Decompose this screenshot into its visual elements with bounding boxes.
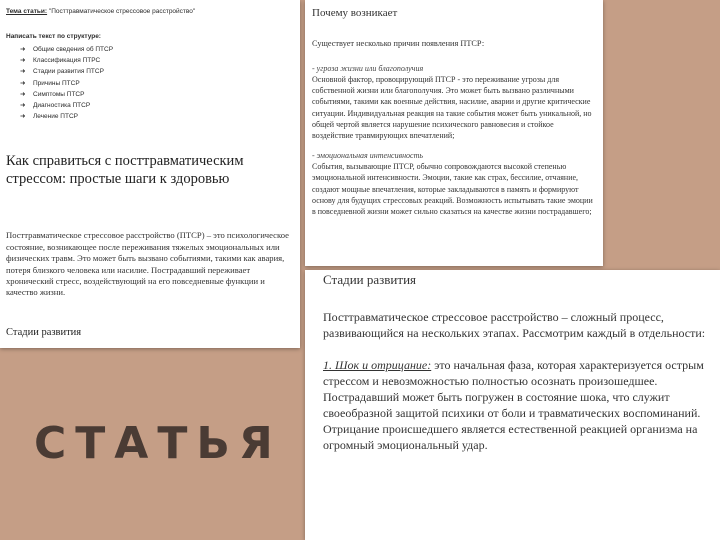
list-item: ➜ Лечение ПТСР [20, 111, 294, 122]
article-title: Как справиться с посттравматическим стрессом: простые шаги к здоровью [6, 153, 244, 188]
section-body: Основной фактор, провоцирующий ПТСР - это переживание угрозы для собственной жизни или благополучия. Это может быть вызвано различными событиями, такими как военные действия, насилие, аварии и другие критические ситуации. Индивидуальная реакция на такие события может быть уникальной, но общей чертой является нарушение психического равновесия и стойкое воздействие травмирующих впечатлений; [312, 75, 592, 141]
list-item: ➜ Стадии развития ПТСР [20, 66, 294, 77]
causes-card [305, 0, 603, 266]
section-title: - эмоциональная интенсивность [312, 151, 424, 161]
watermark-text: Avito [645, 502, 714, 533]
list-item: ➜ Симптомы ПТСР [20, 89, 294, 100]
list-item: ➜ Диагностика ПТСР [20, 100, 294, 111]
outline-card [0, 0, 300, 348]
section-body: События, вызывающие ПТСР, обычно сопровождаются высокой степенью эмоциональной интенсивности. Эмоции, такие как страх, бессилие, отчаяние, создают мощные впечатления, которые закладываются в память и формируют основу для будущих стрессовых реакций. Возможность испытывать такие эмоции в повседневной жизни может сильно сказаться на качестве жизни пострадавшего; [312, 162, 593, 217]
structure-heading: Написать текст по структуре: [6, 33, 101, 40]
arrow-right-icon: ➜ [20, 68, 26, 76]
arrow-right-icon: ➜ [20, 102, 26, 110]
stage-1-lead: 1. Шок и отрицание: [323, 358, 432, 372]
topic-value: "Посттравматическое стрессовое расстройство" [47, 8, 196, 15]
stage-1-text: это начальная фаза, которая характеризуется острым стрессом и невозможностью полностью осознать произошедшее. Пострадавший может быть погружен в состояние шока, что служит своеобразной защитой психики от боли и травматических воспоминаний. Отрицание происшедшего является естественной реакцией организма на огромный эмоциональный удар. [323, 358, 704, 452]
topic-label: Тема статьи: [6, 8, 48, 15]
article-label: СТАТЬЯ [34, 418, 282, 469]
causes-heading: Почему возникает [312, 7, 398, 19]
arrow-right-icon: ➜ [20, 46, 26, 53]
list-item: ➜ Общие сведения об ПТСР [20, 44, 294, 55]
arrow-right-icon: ➜ [20, 113, 26, 121]
stages-intro: Посттравматическое стрессовое расстройство – сложный процесс, развивающийся на нескольких этапах. Рассмотрим каждый в отдельности: [323, 310, 706, 340]
arrow-right-icon: ➜ [20, 57, 26, 65]
structure-list [6, 44, 294, 122]
stages-card-heading: Стадии развития [323, 272, 417, 287]
section-title: - угроза жизни или благополучия [312, 64, 424, 73]
intro-paragraph: Посттравматическое стрессовое расстройство (ПТСР) – это психологическое состояние, возникающее после переживания тяжелых эмоциональных или физических травм. Это может быть вызвано событиями, такими как авария, потеря близкого человека или насилие. Пострадавший переживает хронический стресс, воздействующий на его повседневные функции и качество жизни. [6, 230, 289, 298]
causes-intro: Существует несколько причин появления ПТСР: [312, 39, 485, 48]
watermark [611, 502, 714, 534]
arrow-right-icon: ➜ [20, 79, 26, 87]
avito-logo-icon [611, 503, 641, 533]
stages-card [305, 270, 720, 540]
list-item: ➜ Причины ПТСР [20, 78, 294, 89]
list-item: ➜ Классификация ПТРС [20, 55, 294, 66]
stages-heading: Стадии развития [6, 326, 82, 338]
topic-line [6, 7, 294, 16]
stage-1-paragraph [323, 357, 720, 453]
arrow-right-icon: ➜ [20, 90, 26, 98]
